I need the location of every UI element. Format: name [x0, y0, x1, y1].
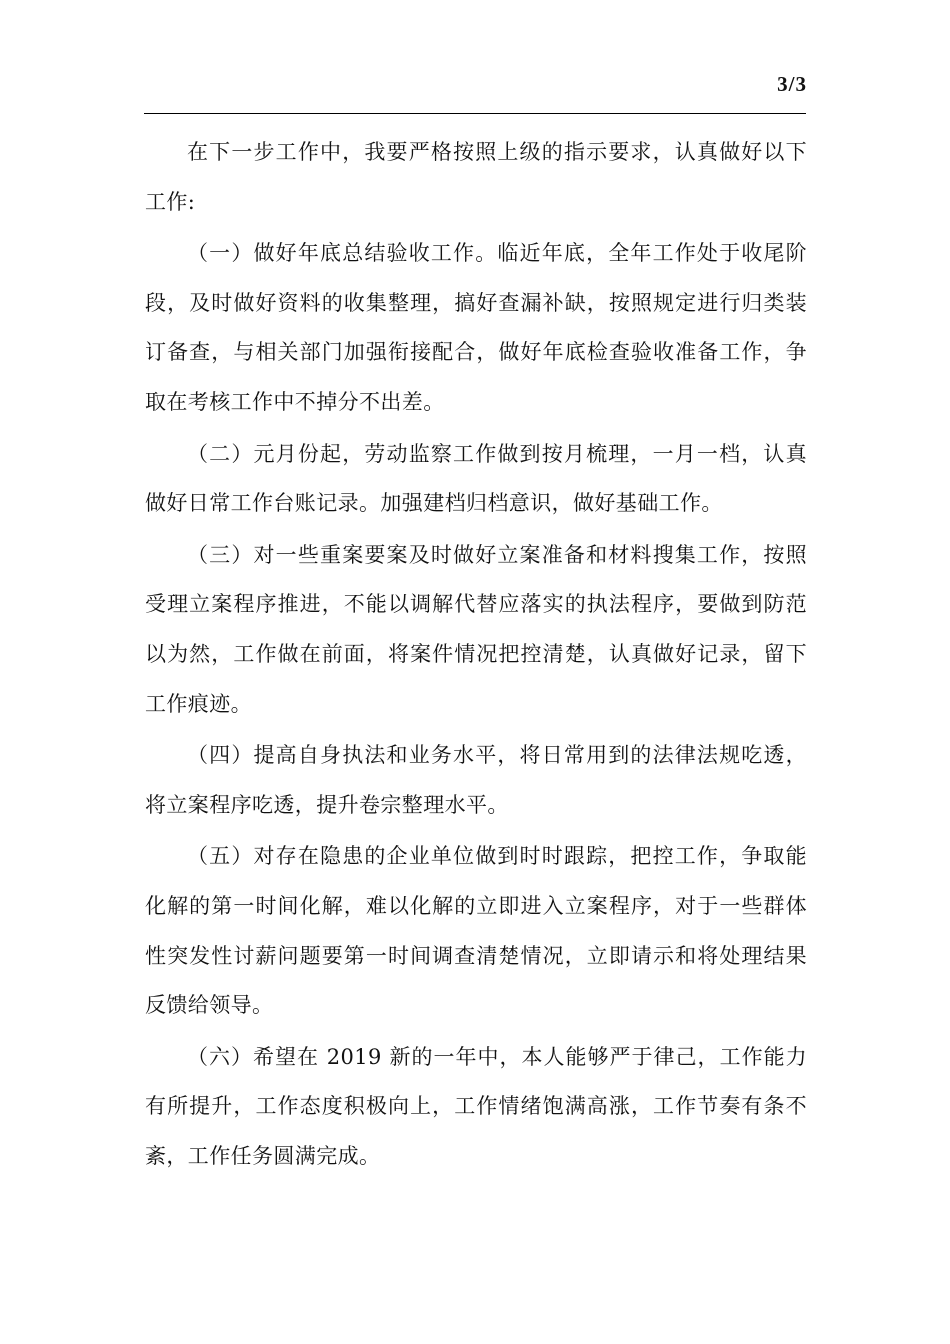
paragraph-item-4: （四）提高自身执法和业务水平，将日常用到的法律法规吃透，将立案程序吃透，提升卷宗整理水平。	[145, 743, 807, 817]
header-divider	[144, 113, 806, 114]
paragraph-item-5: （五）对存在隐患的企业单位做到时时跟踪，把控工作，争取能化解的第一时间化解，难以化解的立即进入立案程序，对于一些群体性突发性讨薪问题要第一时间调查清楚情况，立即请示和将处理结果反馈给领导。	[145, 844, 807, 1018]
paragraph-item-3: （三）对一些重案要案及时做好立案准备和材料搜集工作，按照受理立案程序推进，不能以调解代替应落实的执法程序，要做到防范以为然，工作做在前面，将案件情况把控清楚，认真做好记录，留下工作痕迹。	[145, 542, 807, 716]
paragraph-intro: 在下一步工作中，我要严格按照上级的指示要求，认真做好以下工作:	[145, 140, 807, 214]
document-body	[145, 128, 807, 1183]
paragraph-item-6: （六）希望在 2019 新的一年中，本人能够严于律己，工作能力有所提升，工作态度积极向上，工作情绪饱满高涨，工作节奏有条不紊，工作任务圆满完成。	[145, 1044, 807, 1168]
page-number: 3/3	[777, 72, 807, 96]
paragraph-item-2: （二）元月份起，劳动监察工作做到按月梳理，一月一档，认真做好日常工作台账记录。加强建档归档意识，做好基础工作。	[145, 441, 807, 516]
paragraph-item-1: （一）做好年底总结验收工作。临近年底，全年工作处于收尾阶段，及时做好资料的收集整理，搞好查漏补缺，按照规定进行归类装订备查，与相关部门加强衔接配合，做好年底检查验收准备工作，争取在考核工作中不掉分不出差。	[145, 241, 807, 414]
